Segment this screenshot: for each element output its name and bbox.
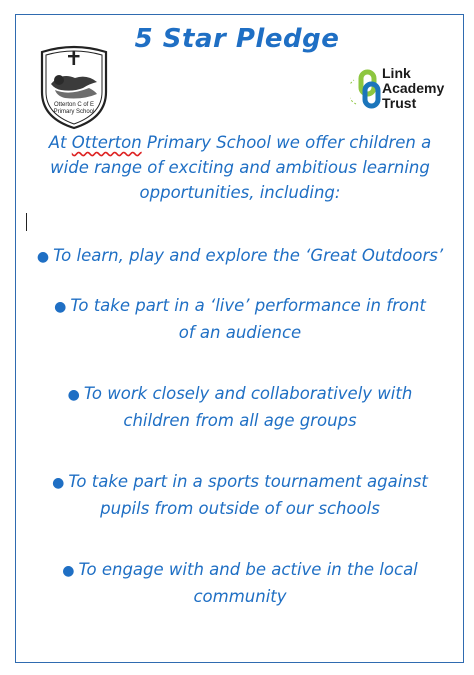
pledge-5-line1: To engage with and be active in the local — [78, 560, 418, 579]
crest-text-line1: Otterton C of E — [53, 102, 95, 108]
pledge-3-line2: children from all age groups — [123, 411, 357, 430]
pledge-4-line2: pupils from outside of our schools — [100, 499, 380, 518]
intro-lead: At — [48, 133, 72, 152]
bullet-icon: ● — [54, 299, 67, 315]
chain-link-icon — [350, 58, 384, 116]
bullet-icon: ● — [36, 249, 50, 265]
intro-line1-rest: Primary School we offer children a — [141, 133, 432, 152]
bullet-icon: ● — [52, 475, 65, 491]
bullet-icon: ● — [67, 387, 80, 403]
pledge-1-line1: To learn, play and explore the ‘Great Outdoors’ — [53, 246, 444, 265]
pledge-3-line1: To work closely and collaboratively with — [83, 384, 413, 403]
pledge-item-4 — [30, 469, 450, 522]
pledge-item-1 — [20, 243, 460, 270]
crest-shield-icon — [39, 44, 109, 130]
pledge-item-2 — [30, 293, 450, 346]
text-cursor — [26, 213, 27, 231]
link-academy-trust-logo — [350, 58, 450, 116]
crest-text-line2: Primary School — [53, 109, 95, 115]
intro-line-1 — [30, 130, 450, 155]
logo-word-academy: Academy — [382, 80, 445, 96]
bullet-icon: ● — [62, 563, 75, 579]
logo-word-link: Link — [382, 65, 411, 81]
pledge-4-line1: To take part in a sports tournament against — [68, 472, 428, 491]
logo-word-trust: Trust — [382, 95, 417, 111]
pledge-item-3 — [30, 381, 450, 434]
pledge-2-line2: of an audience — [178, 323, 302, 342]
intro-line-2: wide range of exciting and ambitious learning — [50, 158, 430, 177]
pledge-item-5 — [30, 557, 450, 610]
pledge-2-line1: To take part in a ‘live’ performance in front — [70, 296, 426, 315]
pledge-5-line2: community — [193, 587, 287, 606]
school-crest-logo — [39, 44, 109, 130]
page-title: 5 Star Pledge — [134, 24, 340, 54]
intro-line-3: opportunities, including: — [139, 183, 341, 202]
school-name-misspelled: Otterton — [71, 133, 142, 152]
